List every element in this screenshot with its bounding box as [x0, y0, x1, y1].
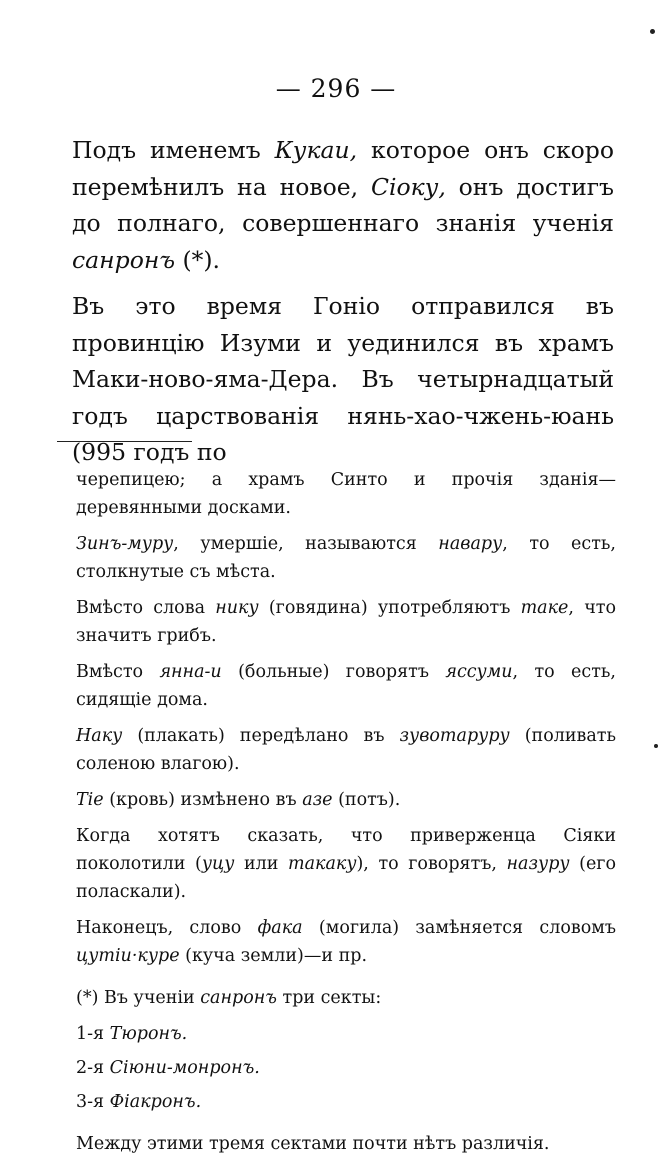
- text-run: (его поласкали).: [76, 854, 617, 902]
- text-run: или: [234, 854, 288, 874]
- italic-term: нику: [215, 598, 259, 618]
- text-run: (плакать) передѣлано въ: [122, 726, 400, 746]
- italic-term: Наку: [76, 726, 123, 746]
- note-paragraph: [76, 466, 616, 522]
- italic-term: Зинъ-муру: [76, 534, 174, 554]
- italic-term: азе: [302, 790, 333, 810]
- text-run: онъ достигъ до полнаго, совершеннаго знанія ученія: [72, 172, 614, 237]
- text-run: , что значитъ грибъ.: [76, 598, 616, 646]
- text-run: , то есть, сидящіе дома.: [76, 662, 616, 710]
- note-paragraph: [76, 822, 616, 906]
- italic-term: Сіоку,: [371, 172, 446, 201]
- italic-term: навару: [438, 534, 503, 554]
- text-run: (могила) замѣняется словомъ: [302, 918, 616, 938]
- text-run: Вмѣсто слова: [76, 598, 216, 618]
- italic-term: янна-и: [159, 662, 222, 682]
- text-run: Наконецъ, слово: [76, 918, 258, 938]
- text-run: , умершіе, называются: [173, 534, 439, 554]
- italic-term: таке: [520, 598, 569, 618]
- text-run: три секты:: [276, 988, 382, 1008]
- text-run: (кровь) измѣнено въ: [103, 790, 303, 810]
- italic-term: санронъ: [72, 245, 175, 274]
- notes-block: [76, 466, 616, 1166]
- italic-term: санронъ: [200, 988, 277, 1008]
- footnote-item: [76, 1054, 616, 1082]
- main-text: [72, 132, 614, 471]
- page-number: — 296 —: [275, 74, 397, 103]
- footnote-item: [76, 1020, 616, 1048]
- footnote-closing: [76, 1130, 616, 1158]
- footnote-intro: [76, 984, 616, 1012]
- text-run: (потъ).: [332, 790, 401, 810]
- text-run: ), то говорятъ,: [356, 854, 507, 874]
- note-paragraph: [76, 722, 616, 778]
- italic-term: Фіакронъ.: [109, 1092, 202, 1112]
- text-run: Въ это время Гоніо отправился въ провинцію Изуми и уединился въ храмъ Маки-ново-яма-Дера. Въ четырнадцатый годъ царствованія нянь-хао-чжень-юань (995 годъ по: [72, 292, 614, 466]
- text-run: Подъ именемъ: [72, 136, 275, 164]
- italic-term: уцу: [201, 854, 235, 874]
- footnote-separator: [57, 441, 192, 442]
- italic-term: фака: [257, 918, 303, 938]
- text-run: (поливать соленою влагою).: [76, 726, 617, 774]
- text-run: 3-я: [76, 1092, 110, 1112]
- italic-term: Тіе: [76, 790, 104, 810]
- text-run: (больные) говорятъ: [221, 662, 446, 682]
- italic-term: такаку: [287, 854, 357, 874]
- text-run: (куча земли)—и пр.: [179, 946, 368, 966]
- italic-term: назуру: [506, 854, 570, 874]
- text-run: черепицею; а храмъ Синто и прочія зданія—деревянными досками.: [76, 470, 616, 518]
- note-paragraph: [76, 914, 616, 970]
- main-paragraph-2: [72, 288, 614, 471]
- note-paragraph: [76, 786, 616, 814]
- italic-term: Кукаи,: [274, 136, 358, 164]
- note-paragraph: [76, 658, 616, 714]
- text-run: 2-я: [76, 1058, 110, 1078]
- text-run: 1-я: [76, 1024, 110, 1044]
- text-run: (*) Въ ученіи: [76, 988, 201, 1008]
- footnote-item: [76, 1088, 616, 1116]
- italic-term: Сіюни-монронъ.: [109, 1058, 260, 1078]
- note-paragraph: [76, 594, 616, 650]
- text-run: , то есть, столкнутые съ мѣста.: [76, 534, 616, 582]
- italic-term: Тюронъ.: [109, 1024, 188, 1044]
- text-run: Между этими тремя сектами почти нѣтъ различія.: [76, 1134, 550, 1154]
- text-run: Когда хотятъ сказать, что приверженца Сіяки поколотили (: [76, 826, 616, 874]
- text-run: Вмѣсто: [76, 662, 160, 682]
- text-run: (*).: [175, 245, 221, 274]
- ink-speck: [654, 744, 658, 748]
- text-run: (говядина) употребляютъ: [258, 598, 521, 618]
- main-paragraph-1: [72, 132, 614, 278]
- text-run: которое онъ скоро перемѣнилъ на новое,: [72, 136, 614, 201]
- italic-term: цутіи·куре: [76, 946, 180, 966]
- note-paragraph: [76, 530, 616, 586]
- italic-term: яссуми: [445, 662, 513, 682]
- ink-speck: [650, 29, 655, 34]
- italic-term: зувотаруру: [399, 726, 510, 746]
